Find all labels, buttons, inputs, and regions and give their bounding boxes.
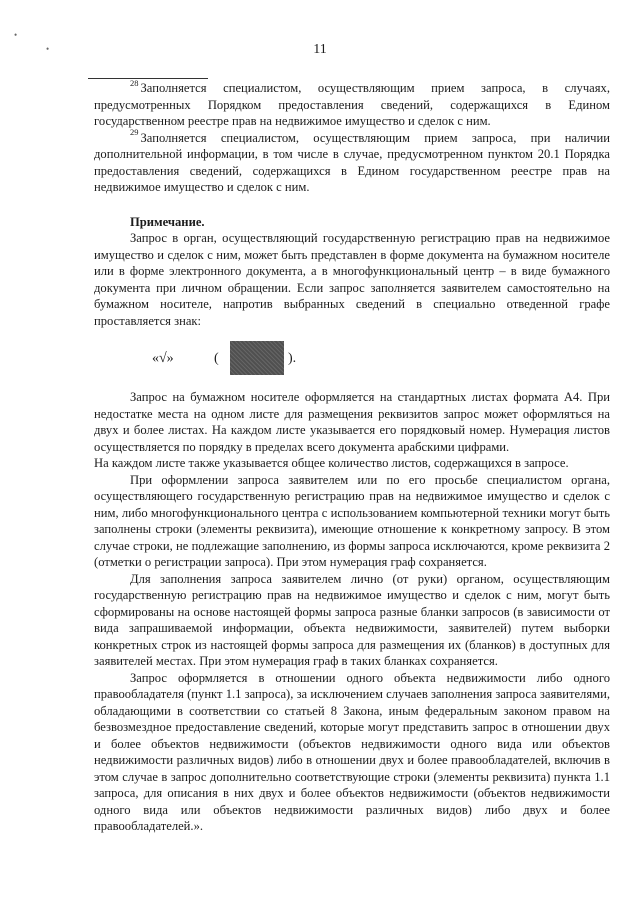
document-body: [94, 77, 610, 835]
footnote-28: [94, 77, 610, 130]
paragraph-a4-format: Запрос на бумажном носителе оформляется на стандартных листах формата А4. При недостатке места на одном листе для размещения реквизитов запрос может оформляться на двух и более листах. На каждом листе указывается его порядковый номер. Нумерация листов осуществляется по порядку в пределах всего документа арабскими цифрами.: [94, 390, 610, 454]
footnote-separator: [88, 78, 208, 79]
close-paren: ).: [288, 351, 297, 366]
note-title: Примечание.: [130, 214, 205, 229]
paragraph-single-object: Запрос оформляется в отношении одного объекта недвижимости либо одного правообладателя (пункт 1.1 запроса), за исключением случаев заполнения запроса заявителями, обладающими в соответствии со статьей 8 Закона, иным федеральным законом правом на безвозмездное предоставление сведений, которые могут представить запрос в отношении двух и более объектов недвижимости (объектов недвижимости одного вида или объектов недвижимости различных видов) либо в отношении двух и более правообладателей, включив в этом случае в запрос дополнительно соответствующие строки (элементы реквизита) пункта 1.1 запроса, для описания в них двух и более объектов недвижимости (объектов недвижимости одного вида или объектов недвижимости различных видов) либо двух и более правообладателей.».: [94, 670, 610, 833]
note-intro: Запрос в орган, осуществляющий государственную регистрацию прав на недвижимое имущество и сделок с ним, может быть представлен в форме документа на бумажном носителе или в форме электронного документа, а в многофункциональный центр – в виде бумажного документа при личном обращении. Если запрос заполняется заявителем самостоятельно на бумажном носителе, напротив выбранных сведений в специально отведенной графе проставляется знак:: [94, 231, 610, 328]
footnote-text: Заполняется специалистом, осуществляющим прием запроса, в случаях, предусмотренных Порядком предоставления сведений, содержащихся в Едином государственном реестре прав на недвижимое имущество и сделок с ним.: [94, 81, 610, 128]
paragraph-computer-fill: При оформлении запроса заявителем или по его просьбе специалистом органа, осуществляющего государственную регистрацию прав на недвижимое имущество и сделок с ним, либо многофункционального центра с использованием компьютерной техники могут быть заполнены строки (элементы реквизита), имеющие отношение к конкретному запросу. В этом случае строки, не подлежащие заполнению, из формы запроса исключаются, кроме реквизита 2 (отметки о регистрации запроса). При этом нумерация граф сохраняется.: [94, 472, 610, 569]
scan-speck: •: [14, 30, 18, 40]
footnote-number: 28: [130, 77, 139, 88]
mark-symbols-row: [94, 337, 610, 385]
footnote-number: 29: [130, 127, 139, 138]
checkmark-symbol: «√»: [152, 351, 174, 366]
shaded-cell-sample: [230, 341, 284, 375]
page-number: 11: [313, 42, 327, 57]
paragraph-handwritten-forms: Для заполнения запроса заявителем лично (от руки) органом, осуществляющим государственную регистрацию прав на недвижимое имущество и сделок с ним, могут быть сформированы на основе настоящей формы запроса разные бланки запросов (в зависимости от вида запрашиваемой информации, объекта недвижимости, заявителей) путем выборки конкретных строк из настоящей формы запроса для размещения их (бланков) в доступных для заявителей местах. При этом нумерация граф в таких бланках сохраняется.: [94, 571, 610, 668]
footnote-text: Заполняется специалистом, осуществляющим прием запроса, при наличии дополнительной информации, в том числе в случае, предусмотренном пунктом 20.1 Порядка предоставления сведений, содержащихся в Едином государственном реестре прав на недвижимое имущество и сделок с ним.: [94, 130, 610, 194]
footnote-29: [94, 127, 610, 196]
open-paren: (: [214, 351, 219, 366]
scan-speck: •: [46, 44, 50, 54]
paragraph-sheet-count: На каждом листе также указывается общее количество листов, содержащихся в запросе.: [94, 456, 569, 470]
